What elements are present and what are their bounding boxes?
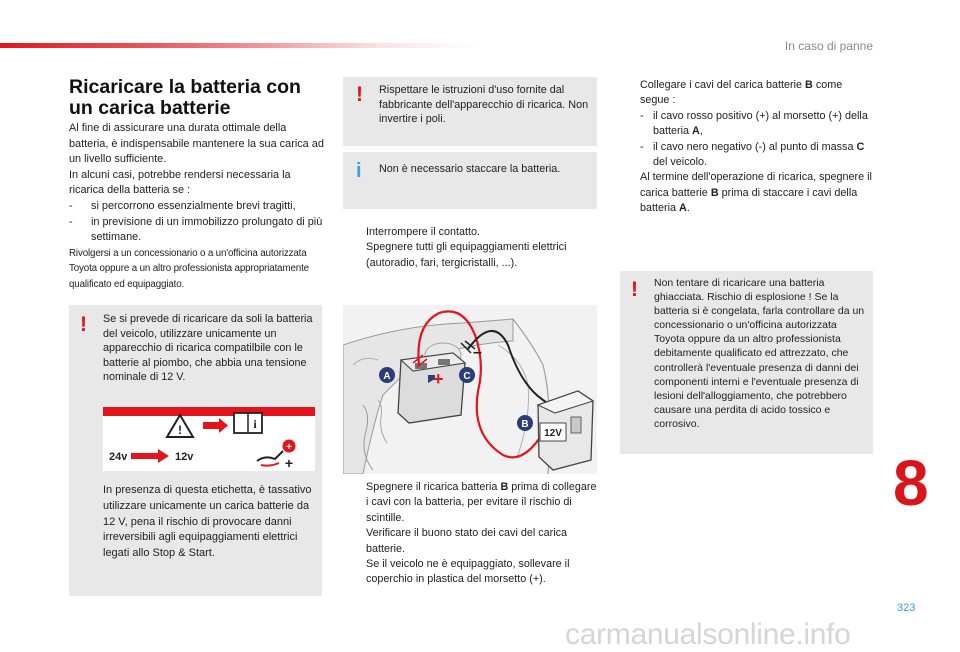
label-b: B: [521, 419, 529, 430]
list-item: Spegnere il ricarica batteria B prima di collegare i cavi con la batteria, per evitare il rischio di scintille.: [366, 481, 597, 524]
list-item: Interrompere il contatto.: [366, 226, 481, 238]
label-12v: 12v: [175, 451, 194, 463]
sub-list-item: - il cavo rosso positivo (+) al morsetto (+) della batteria A,: [640, 109, 868, 138]
warning-icon: !: [356, 83, 363, 106]
warning-box-mid: [343, 77, 597, 146]
svg-text:+: +: [433, 369, 444, 389]
info-text: Non è necessario staccare la batteria.: [379, 163, 561, 175]
list-item: Verificare il buono stato dei cavi del carica batterie.: [366, 527, 568, 555]
warning-text: Non tentare di ricaricare una batteria ghiacciata. Rischio di esplosione ! Se la batteria si è congelata, farla controllare da un concessionario o un'officina autorizzata Toyota oppure da un altro professionista debitamente qualificato ed attrezzato, che controllerà l'eventuale presenza di danni dei componenti interni e l'eventuale presenza di lesioni dell'alloggiamento, che potrebbero causare una perdita di acido tossico e corrosivo.: [654, 277, 865, 430]
svg-text:!: !: [178, 423, 182, 437]
steps-list-right: [620, 78, 874, 217]
list-item: Collegare i cavi del carica batterie B come segue :: [640, 79, 843, 107]
sub-list-item: - il cavo nero negativo (-) al punto di massa C del veicolo.: [640, 140, 865, 169]
svg-text:i: i: [253, 417, 257, 431]
warning-box-right: [620, 271, 873, 454]
warning-text: Se si prevede di ricaricare da soli la batteria del veicolo, utilizzare unicamente un apparecchio di ricarica compatilbile con le batterie al piombo, che abbia una tensione nominale di 12 V.: [103, 313, 313, 384]
intro-paragraph: In alcuni casi, potrebbe rendersi necessaria la ricarica della batteria se :: [69, 168, 291, 197]
warning-box-left: [69, 305, 322, 596]
intro-paragraph: Al fine di assicurare una durata ottimale della batteria, è indispensabile mantenere la sua carica ad un livello sufficiente.: [69, 122, 324, 166]
steps-list-bottom: [346, 480, 600, 588]
battery-charging-illustration: [343, 305, 597, 474]
list-item: Spegnere tutti gli equipaggiamenti elettrici (autoradio, fari, tergicristalli, ...).: [366, 241, 567, 269]
watermark: carmanualsonline.info: [565, 618, 851, 651]
label-red-band: [103, 407, 315, 416]
list-item: Se il veicolo ne è equipaggiato, sollevare il coperchio in plastica del morsetto (+).: [366, 558, 570, 586]
svg-text:+: +: [284, 455, 294, 471]
charger-voltage-text: 12V: [544, 428, 562, 439]
section-title: In caso di panne: [784, 39, 873, 53]
page-title: Ricaricare la batteria con un carica batterie: [69, 76, 301, 119]
warning-text: Rispettare le istruzioni d'uso fornite dal fabbricante dell'apparecchio di ricarica. Non invertire i poli.: [379, 84, 589, 126]
svg-text:–: –: [473, 344, 482, 361]
list-item: - si percorrono essenzialmente brevi tragitti,: [69, 199, 296, 212]
header-red-bar: [0, 43, 480, 48]
label-a: A: [383, 371, 391, 382]
intro-text: [69, 121, 324, 292]
warning-triangle-icon: [165, 413, 195, 439]
manual-book-icon: [233, 411, 263, 435]
label-24v: 24v: [109, 451, 128, 463]
chapter-number: 8: [893, 447, 929, 519]
intro-paragraph: Rivolgersi a un concessionario o a un'officina autorizzata Toyota oppure a un altro professionista appropriatamente qualificato ed equipaggiato.: [69, 247, 309, 290]
charger-clamp-icon: [253, 437, 303, 471]
list-item: Al termine dell'operazione di ricarica, spegnere il carica batterie B prima di staccare i cavi della batteria A.: [640, 171, 872, 215]
label-caption: In presenza di questa etichetta, è tassativo utilizzare unicamente un carica batterie da 12 V, pena il rischio di provocare danni irreversibili agli equipaggiamenti elettrici legati allo Stop & Start.: [103, 484, 312, 560]
page-number: 323: [897, 602, 916, 614]
info-icon: i: [356, 160, 362, 182]
warning-icon: !: [631, 278, 638, 301]
arrow-right-icon: [203, 418, 229, 433]
list-item: - in previsione di un immobilizzo prolungato di più settimane.: [69, 215, 323, 244]
steps-list-top: [346, 225, 598, 271]
arrow-right-icon: [131, 449, 171, 463]
label-c: C: [463, 371, 471, 382]
warning-icon: !: [80, 313, 87, 336]
stop-start-label: [103, 407, 315, 471]
info-box-mid: [343, 152, 597, 209]
svg-text:+: +: [286, 442, 292, 453]
